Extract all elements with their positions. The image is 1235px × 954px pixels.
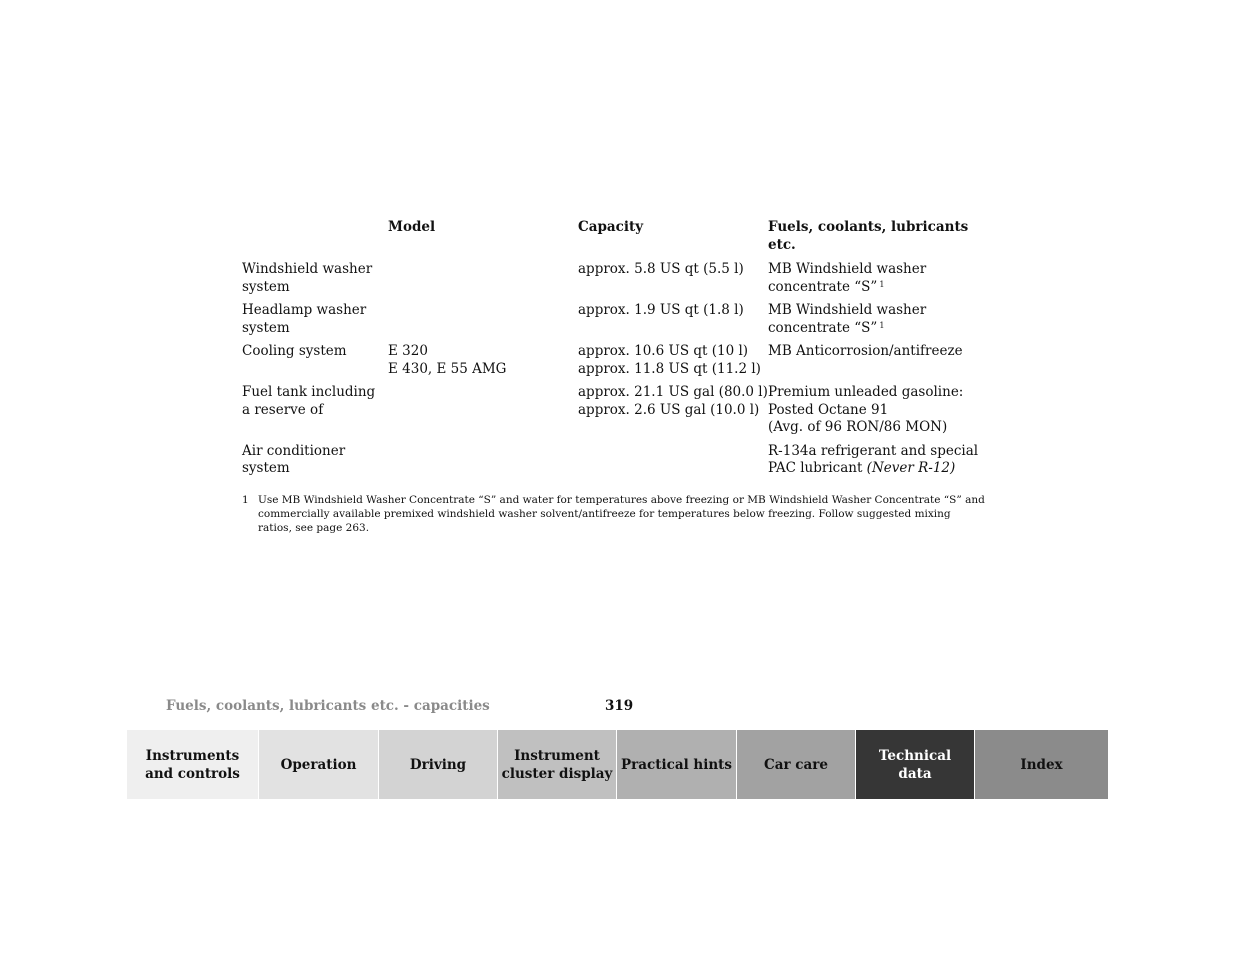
footnote [242,493,987,535]
never-r12-note: (Never R-12) [866,460,956,476]
table-row [242,384,987,437]
cell-capacity [578,443,768,478]
table-header-row [242,219,987,254]
footnote-text: Use MB Windshield Washer Concentrate “S” and water for temperatures above freezing or MB Windshield Washer Concentrate “S” and commercially available premixed windshield washer solvent/antifreeze for temperatures below freezing. Follow suggested mixing ratios, see page 263. [258,494,985,534]
tab-operation[interactable]: Operation [259,730,379,799]
header-model: Model [388,219,436,235]
cell-model [388,443,578,478]
cell-model: E 320 E 430, E 55 AMG [388,343,507,377]
cell-item: Headlamp washer system [242,302,367,336]
chapter-nav [127,730,1108,799]
cell-fuels: MB Windshield washer concentrate “S” $^1$ [768,261,927,295]
cell-item: Cooling system [242,343,347,359]
tab-driving[interactable]: Driving [379,730,498,799]
tab-instrument-cluster-display[interactable]: Instrument cluster display [498,730,617,799]
tab-car-care[interactable]: Car care [737,730,856,799]
table-row [242,443,987,478]
table-row [242,302,987,337]
cell-fuels: MB Windshield washer concentrate “S” $^1$ [768,302,927,336]
capacities-table [242,219,987,484]
cell-item: Air conditioner system [242,442,346,476]
cell-fuels: MB Anticorrosion/antifreeze [768,343,963,359]
tab-technical-data[interactable]: Technical data [856,730,975,799]
cell-item: Fuel tank including a reserve of [242,384,376,418]
cell-model [388,384,578,437]
footnote-number: 1 [242,494,249,506]
table-row [242,261,987,296]
cell-capacity: approx. 21.1 US gal (80.0 l) approx. 2.6 US gal (10.0 l) [578,384,768,418]
tab-instruments-and-controls[interactable]: Instruments and controls [127,730,259,799]
cell-capacity: approx. 10.6 US qt (10 l) approx. 11.8 US qt (11.2 l) [578,343,761,377]
header-item [242,219,388,254]
cell-fuels: Premium unleaded gasoline: Posted Octane 91 (Avg. of 96 RON/86 MON) [768,384,964,435]
tab-practical-hints[interactable]: Practical hints [617,730,737,799]
section-title: Fuels, coolants, lubricants etc. - capacities [166,698,490,714]
table-row [242,343,987,378]
cell-fuels: R-134a refrigerant and special PAC lubricant (Never R-12) [768,442,979,476]
cell-item: Windshield washer system [242,261,373,295]
tab-index[interactable]: Index [975,730,1108,799]
cell-model [388,261,578,296]
cell-capacity: approx. 5.8 US qt (5.5 l) [578,261,744,277]
footnote-reference: 1 [879,320,885,330]
header-capacity: Capacity [578,219,644,235]
page-number: 319 [605,698,634,714]
header-fuels: Fuels, coolants, lubricants etc. [768,219,969,253]
cell-model [388,302,578,337]
cell-capacity: approx. 1.9 US qt (1.8 l) [578,302,744,318]
footnote-reference: 1 [879,279,885,289]
